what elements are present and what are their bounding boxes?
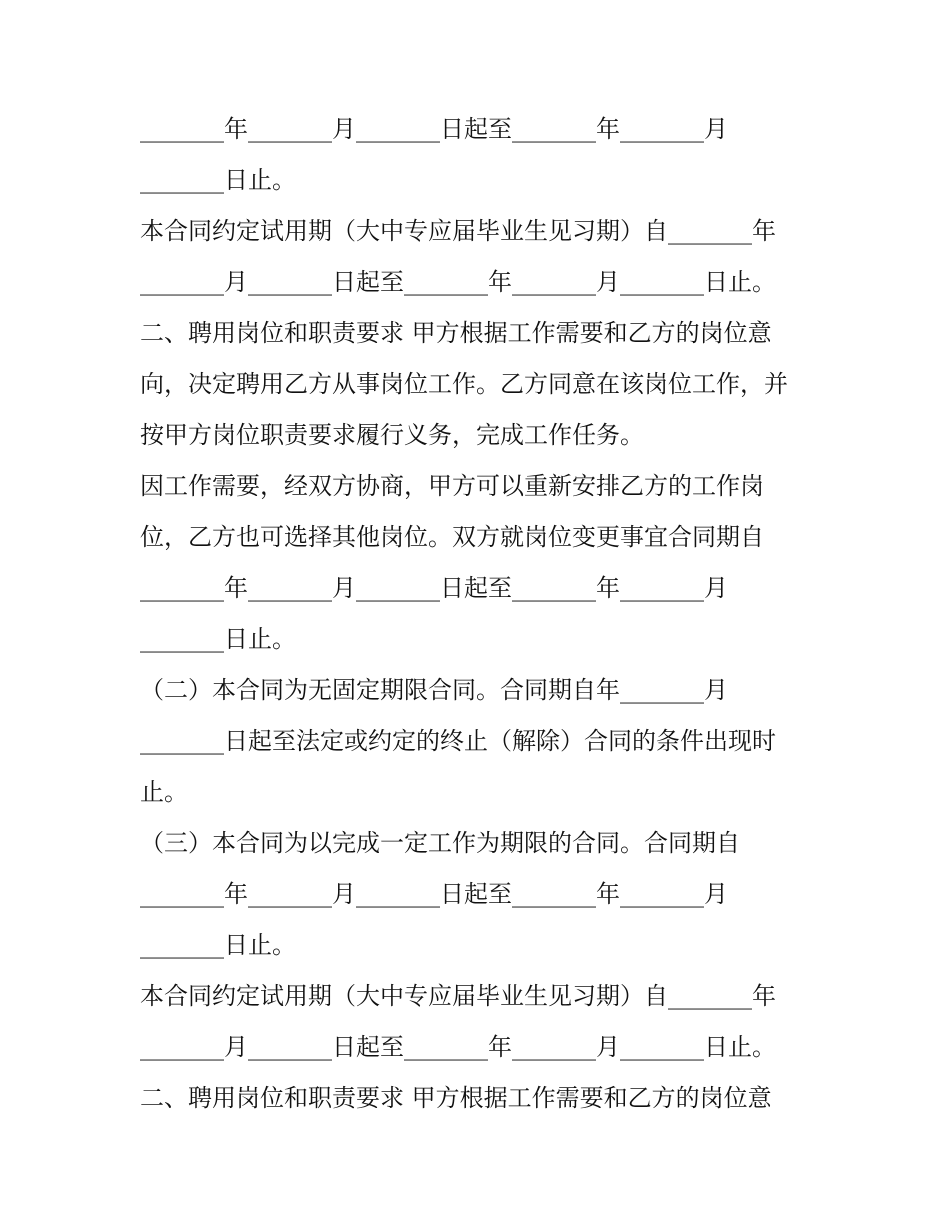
text-line: _______年_______月_______日起至_______年_______月 [140, 574, 728, 602]
text-line: 止。 [140, 778, 188, 806]
text-line: 本合同约定试用期（大中专应届毕业生见习期）自_______年 [140, 217, 776, 245]
text-line: 因工作需要，经双方协商，甲方可以重新安排乙方的工作岗 [140, 472, 764, 500]
text-line: _______年_______月_______日起至_______年_______月 [140, 880, 728, 908]
text-line: _______月_______日起至_______年_______月_______日止。 [140, 268, 776, 296]
text-line: 二、聘用岗位和职责要求 甲方根据工作需要和乙方的岗位意 [140, 1084, 772, 1112]
text-line: _______日起至法定或约定的终止（解除）合同的条件出现时 [140, 727, 776, 755]
text-line: 位，乙方也可选择其他岗位。双方就岗位变更事宜合同期自 [140, 523, 764, 551]
text-line: 本合同约定试用期（大中专应届毕业生见习期）自_______年 [140, 982, 776, 1010]
text-line: _______日止。 [140, 166, 296, 194]
text-line: （二）本合同为无固定期限合同。合同期自年_______月 [140, 676, 728, 704]
text-line: _______日止。 [140, 625, 296, 653]
text-line: 按甲方岗位职责要求履行义务，完成工作任务。 [140, 421, 644, 449]
text-line: _______年_______月_______日起至_______年_______月 [140, 115, 728, 143]
contract-text [140, 104, 840, 1124]
text-line: 二、聘用岗位和职责要求 甲方根据工作需要和乙方的岗位意 [140, 319, 772, 347]
text-line: 向，决定聘用乙方从事岗位工作。乙方同意在该岗位工作，并 [140, 370, 788, 398]
text-line: _______月_______日起至_______年_______月_______日止。 [140, 1033, 776, 1061]
text-line: （三）本合同为以完成一定工作为期限的合同。合同期自 [140, 829, 740, 857]
text-line: _______日止。 [140, 931, 296, 959]
